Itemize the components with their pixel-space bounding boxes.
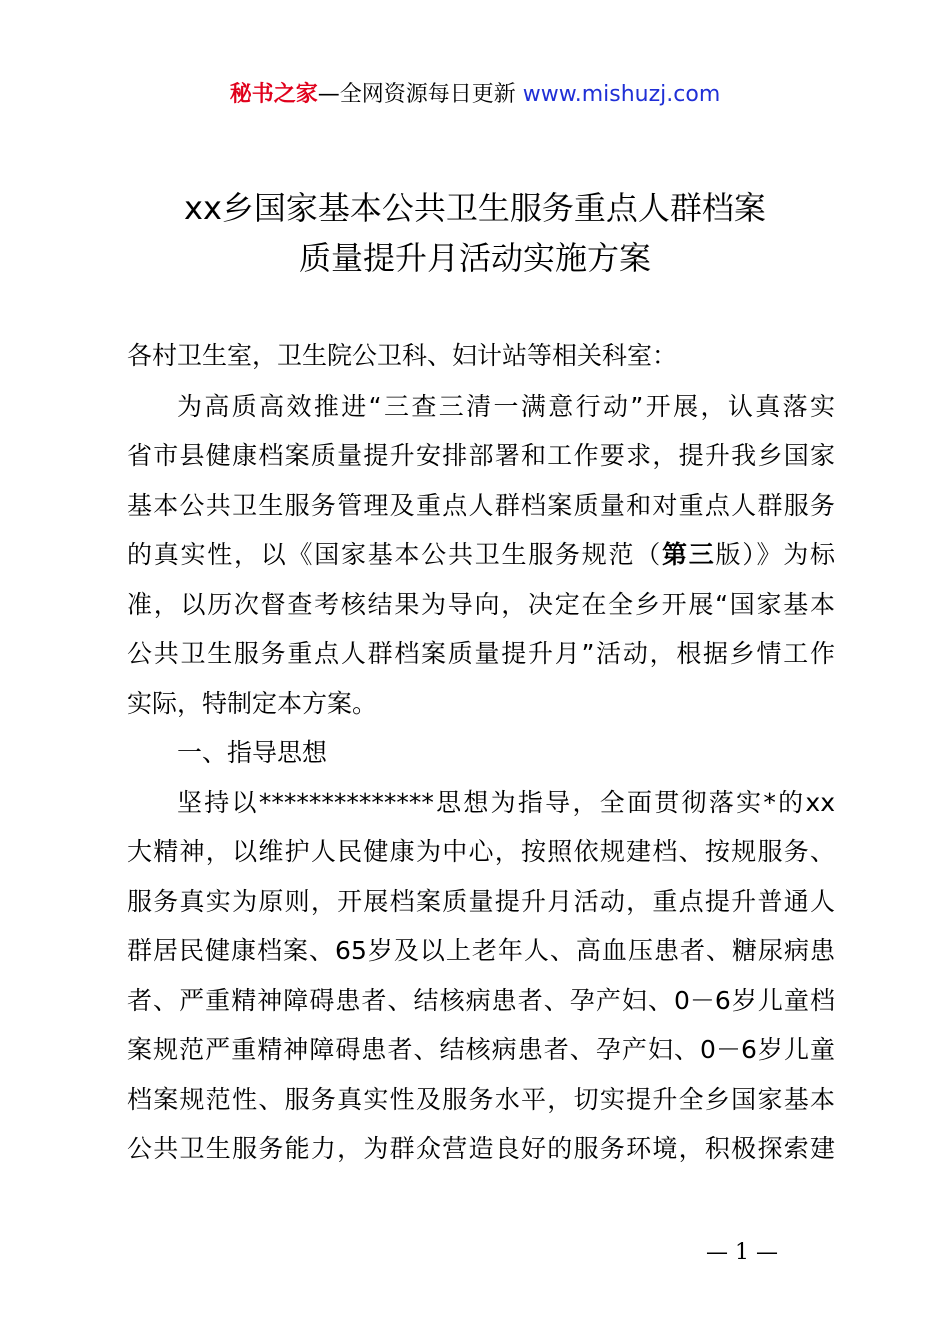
section1-line-8: 公共卫生服务能力，为群众营造良好的服务环境，积极探索建 (127, 1134, 835, 1163)
intro-line-4-part-b: 版）》为标 (715, 540, 835, 569)
intro-line-3: 基本公共卫生服务管理及重点人群档案质量和对重点人群服务 (127, 491, 835, 520)
section1-line-4: 群居民健康档案、65岁及以上老年人、高血压患者、糖尿病患 (127, 936, 835, 965)
intro-line-7: 实际，特制定本方案。 (127, 689, 378, 718)
intro-line-6: 公共卫生服务重点人群档案质量提升月”活动，根据乡情工作 (127, 639, 835, 668)
intro-line-4-part-a: 的真实性，以《国家基本公共卫生服务规范（ (127, 540, 662, 569)
salutation: 各村卫生室，卫生院公卫科、妇计站等相关科室： (127, 341, 678, 370)
site-brand: 秘书之家 (229, 82, 318, 107)
intro-line-2: 省市县健康档案质量提升安排部署和工作要求，提升我乡国家 (127, 441, 835, 470)
section1-line-7: 档案规范性、服务真实性及服务水平，切实提升全乡国家基本 (127, 1085, 835, 1114)
site-url: www.mishuzj.com (522, 82, 721, 107)
intro-line-1: 为高质高效推进“三查三清一满意行动”开展，认真落实 (177, 392, 835, 421)
document-title-line-1: xx乡国家基本公共卫生服务重点人群档案 (184, 189, 766, 227)
intro-line-4 (127, 538, 835, 572)
section-heading-guiding-ideology: 一、指导思想 (177, 738, 328, 767)
intro-line-5: 准，以历次督查考核结果为导向，决定在全乡开展“国家基本 (127, 590, 835, 619)
site-tagline: —全网资源每日更新 (317, 82, 523, 107)
section1-line-3: 服务真实为原则，开展档案质量提升月活动，重点提升普通人 (127, 887, 835, 916)
page-number: — 1 — (706, 1240, 778, 1265)
site-watermark-header (0, 78, 950, 112)
section1-line-5: 者、严重精神障碍患者、结核病患者、孕产妇、0－6岁儿童档 (127, 986, 835, 1015)
document-title-line-2: 质量提升月活动实施方案 (298, 239, 651, 277)
section1-line-2: 大精神，以维护人民健康为中心，按照依规建档、按规服务、 (127, 837, 835, 866)
section1-line-6: 案规范严重精神障碍患者、结核病患者、孕产妇、0－6岁儿童 (127, 1035, 835, 1064)
intro-line-4-bold: 第三 (661, 540, 716, 569)
section1-line-1: 坚持以**************思想为指导，全面贯彻落实*的xx (177, 788, 835, 817)
